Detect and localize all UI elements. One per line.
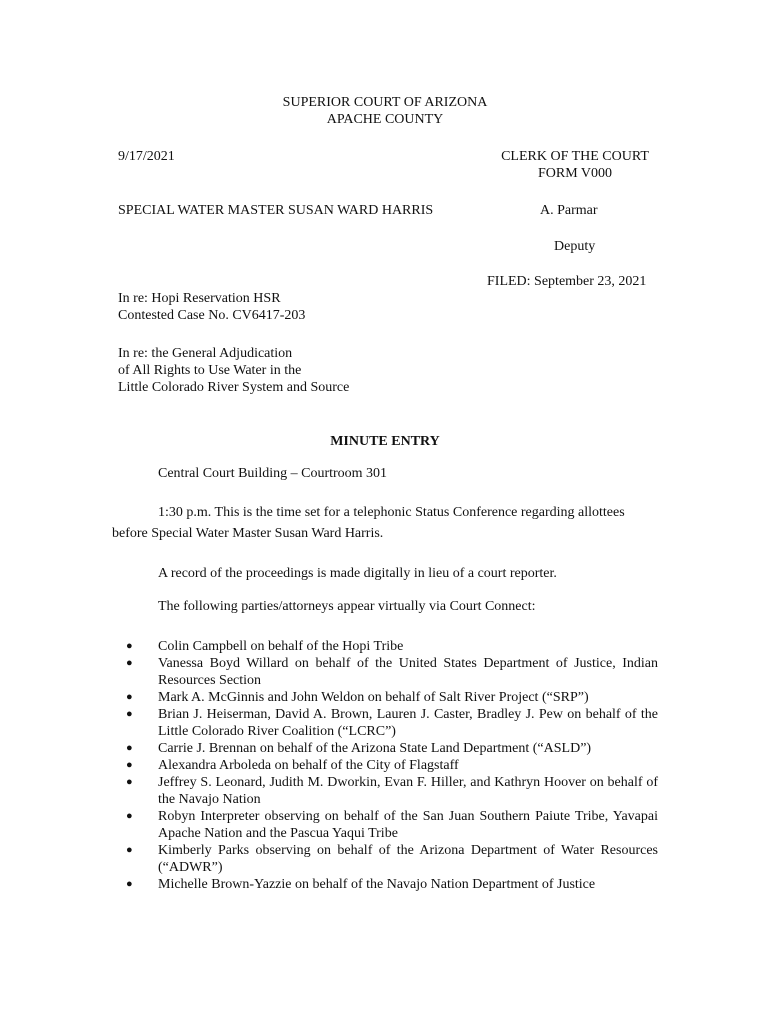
special-master-name: SPECIAL WATER MASTER SUSAN WARD HARRIS bbox=[118, 203, 434, 218]
bullet-icon: ● bbox=[126, 844, 133, 856]
conference-paragraph bbox=[112, 502, 662, 544]
attendee-text: Michelle Brown-Yazzie on behalf of the Navajo Nation Department of Justice bbox=[158, 877, 596, 892]
clerk-title: CLERK OF THE COURT bbox=[501, 149, 649, 164]
case-number: Contested Case No. CV6417-203 bbox=[118, 308, 306, 323]
list-item bbox=[118, 706, 658, 740]
bullet-icon: ● bbox=[126, 691, 133, 703]
deputy-title: Deputy bbox=[554, 239, 596, 254]
court-header bbox=[0, 94, 770, 128]
attendee-text: Mark A. McGinnis and John Weldon on behalf of Salt River Project (“SRP”) bbox=[158, 690, 589, 705]
bullet-icon: ● bbox=[126, 878, 133, 890]
filed-date: FILED: September 23, 2021 bbox=[487, 274, 647, 289]
document-heading: MINUTE ENTRY bbox=[330, 434, 440, 449]
bullet-icon: ● bbox=[126, 708, 133, 720]
document-date: 9/17/2021 bbox=[118, 149, 175, 164]
courtroom-location: Central Court Building – Courtroom 301 bbox=[158, 466, 388, 481]
adjudication-caption bbox=[118, 345, 349, 396]
attendee-text: Vanessa Boyd Willard on behalf of the United States Department of Justice, Indian Resources Section bbox=[158, 656, 658, 688]
bullet-icon: ● bbox=[126, 759, 133, 771]
bullet-icon: ● bbox=[126, 776, 133, 788]
list-item bbox=[118, 842, 658, 876]
adjudication-line-3: Little Colorado River System and Source bbox=[118, 380, 350, 395]
form-number: FORM V000 bbox=[537, 166, 613, 181]
list-item bbox=[118, 876, 658, 893]
list-item bbox=[118, 638, 658, 655]
record-statement: A record of the proceedings is made digitally in lieu of a court reporter. bbox=[158, 566, 557, 581]
list-item bbox=[118, 740, 658, 757]
adjudication-line-2: of All Rights to Use Water in the bbox=[118, 363, 302, 378]
parties-intro: The following parties/attorneys appear virtually via Court Connect: bbox=[158, 599, 536, 614]
bullet-icon: ● bbox=[126, 742, 133, 754]
list-item bbox=[118, 757, 658, 774]
bullet-icon: ● bbox=[126, 657, 133, 669]
attendee-list bbox=[118, 638, 658, 893]
attendee-text: Alexandra Arboleda on behalf of the City of Flagstaff bbox=[158, 758, 459, 773]
bullet-icon: ● bbox=[126, 810, 133, 822]
case-caption bbox=[118, 290, 305, 324]
attendee-text: Colin Campbell on behalf of the Hopi Tribe bbox=[158, 639, 404, 654]
bullet-icon: ● bbox=[126, 640, 133, 652]
attendee-text: Robyn Interpreter observing on behalf of the San Juan Southern Paiute Tribe, Yavapai Apache Nation and the Pascua Yaqui Tribe bbox=[158, 809, 658, 841]
court-name: SUPERIOR COURT OF ARIZONA bbox=[282, 95, 488, 110]
list-item bbox=[118, 808, 658, 842]
conference-text: 1:30 p.m. This is the time set for a telephonic Status Conference regarding allottees before Special Water Master Susan Ward Harris. bbox=[112, 505, 625, 541]
attendee-text: Jeffrey S. Leonard, Judith M. Dworkin, Evan F. Hiller, and Kathryn Hoover on behalf of the Navajo Nation bbox=[158, 775, 658, 807]
attendee-text: Carrie J. Brennan on behalf of the Arizona State Land Department (“ASLD”) bbox=[158, 741, 592, 756]
attendee-text: Brian J. Heiserman, David A. Brown, Lauren J. Caster, Bradley J. Pew on behalf of the Little Colorado River Coalition (“LCRC”) bbox=[158, 707, 658, 739]
attendee-text: Kimberly Parks observing on behalf of the Arizona Department of Water Resources (“ADWR”) bbox=[158, 843, 658, 875]
adjudication-line-1: In re: the General Adjudication bbox=[118, 346, 293, 361]
list-item bbox=[118, 689, 658, 706]
clerk-block bbox=[470, 148, 680, 182]
list-item bbox=[118, 774, 658, 808]
deputy-clerk-name: A. Parmar bbox=[540, 203, 598, 218]
list-item bbox=[118, 655, 658, 689]
case-title: In re: Hopi Reservation HSR bbox=[118, 291, 281, 306]
county-name: APACHE COUNTY bbox=[326, 112, 444, 127]
